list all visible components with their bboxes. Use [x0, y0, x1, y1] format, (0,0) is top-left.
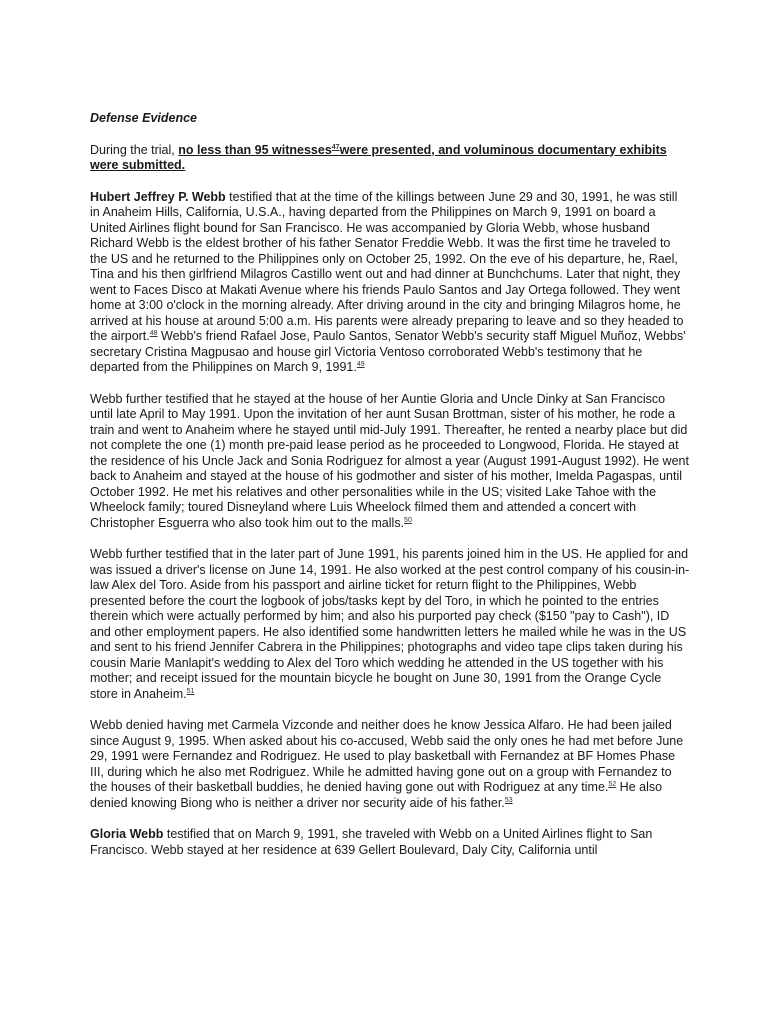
footnote-ref-49[interactable]: 49: [356, 361, 365, 368]
p3-text-a: Webb further testified that he stayed at the house of her Auntie Gloria and Uncle Dinky at San Francisco until late April to May 1991. Upon the invitation of her aunt Susan Brottman, sister of his mother, he rode a train and went to Anaheim where he stayed until mid-July 1991. Thereafter, he rented a nearby place but did not complete the one (1) month pre-paid lease period as he proceeded to Longwood, Florida. He stayed at the residence of his Uncle Jack and Sonia Rodriguez for almost a year (August 1991-August 1992). He went back to Anaheim and stayed at the house of his godmother and sister of his mother, Imelda Pagaspas, until October 1992. He met his relatives and other personalities while in the US; visited Lake Tahoe with the Wheelock family; toured Disneyland where Luis Wheelock filmed them and attended a concert with Christopher Esguerra who also took him out to the malls.: [90, 391, 689, 530]
p6-text-a: testified that on March 9, 1991, she traveled with Webb on a United Airlines flight to San Francisco. Webb stayed at her residence at 639 Gellert Boulevard, Daly City, California until: [90, 827, 653, 857]
paragraph-webb-denial: [90, 718, 690, 811]
p2-text-b: Webb's friend Rafael Jose, Paulo Santos, Senator Webb's security staff Miguel Muñoz, Webbs' secretary Cristina Magpusao and house girl Victoria Ventoso corroborated Webb's testimony that he departed from the Philippines on March 9, 1991.: [90, 329, 686, 374]
witness-name-gloria: Gloria Webb: [90, 827, 164, 841]
paragraph-webb-us-stay: [90, 392, 690, 532]
p5-text-b: He also denied knowing Biong who is neither a driver nor security aide of his father.: [90, 780, 663, 810]
paragraph-webb-evidence: [90, 547, 690, 702]
document-page: [90, 111, 690, 874]
p5-text-a: Webb denied having met Carmela Vizconde and neither does he know Jessica Alfaro. He had been jailed since August 9, 1995. When asked about his co-accused, Webb said the only ones he had met before June 29, 1991 were Fernandez and Rodriguez. He used to play basketball with Fernandez at BF Homes Phase III, during which he also met Rodriguez. While he admitted having gone out on a group with Fernandez to the houses of their basketball buddies, he denied having gone out with Rodriguez at any time.: [90, 718, 684, 794]
footnote-ref-51[interactable]: 51: [186, 687, 195, 695]
witness-name-webb: Hubert Jeffrey P. Webb: [90, 189, 226, 204]
p1-text-b: no less than 95 witnesses: [178, 142, 332, 157]
footnote-ref-50[interactable]: 50: [404, 516, 412, 524]
footnote-ref-52[interactable]: 52: [608, 781, 617, 788]
paragraph-trial-intro: [90, 143, 690, 174]
p2-text-a: testified that at the time of the killings between June 29 and 30, 1991, he was still in Anaheim Hills, California, U.S.A., having departed from the Philippines on March 9, 1991 on board a United Airlines flight bound for San Francisco. He was accompanied by Gloria Webb, whose husband Richard Webb is the eldest brother of his father Senator Freddie Webb. It was the first time he traveled to the US and he returned to the Philippines only on October 25, 1992. On the eve of his departure, he, Rael, Tina and his then girlfriend Milagros Castillo went out and had dinner at Bunchchums. Later that night, they went to Faces Disco at Makati Avenue where his friends Paulo Santos and Jay Ortega followed. They went home at 3:00 o'clock in the morning already. After driving around in the city and bringing Milagros home, he arrived at his house at around 5:00 a.m. His parents were already preparing to leave and so they headed to the airport.: [90, 189, 684, 343]
section-heading: Defense Evidence: [90, 111, 197, 125]
footnote-ref-53[interactable]: 53: [504, 796, 513, 804]
p4-text-a: Webb further testified that in the later part of June 1991, his parents joined him in the US. He applied for and was issued a driver's license on June 14, 1991. He also worked at the pest control company of his cousin-in-law Alex del Toro. Aside from his passport and airline ticket for return flight to the Philippines, Webb presented before the court the logbook of jobs/tasks kept by del Toro, in which he pointed to the entries therein which were actually performed by him; and also his purported pay check ($150 "pay to Cash"), ID and other employment papers. He also identified some handwritten letters he mailed while he was in the US and sent to his friend Jennifer Cabrera in the Philippines; photographs and video tape clips taken during his cousin Marie Manlapit's wedding to Alex del Toro which wedding he attended in the US together with his mother; and receipt issued for the mountain bicycle he bought on June 30, 1991 from the Orange Cycle store in Anaheim.: [90, 547, 690, 701]
paragraph-gloria-webb: [90, 827, 690, 858]
paragraph-webb-testimony: [90, 190, 690, 376]
p1-text-c: were presented, and voluminous documentary exhibits were submitted.: [90, 142, 667, 172]
footnote-ref-48[interactable]: 48: [149, 330, 158, 337]
footnote-ref-47[interactable]: 47: [331, 143, 340, 151]
p1-text-a: During the trial,: [90, 142, 179, 157]
